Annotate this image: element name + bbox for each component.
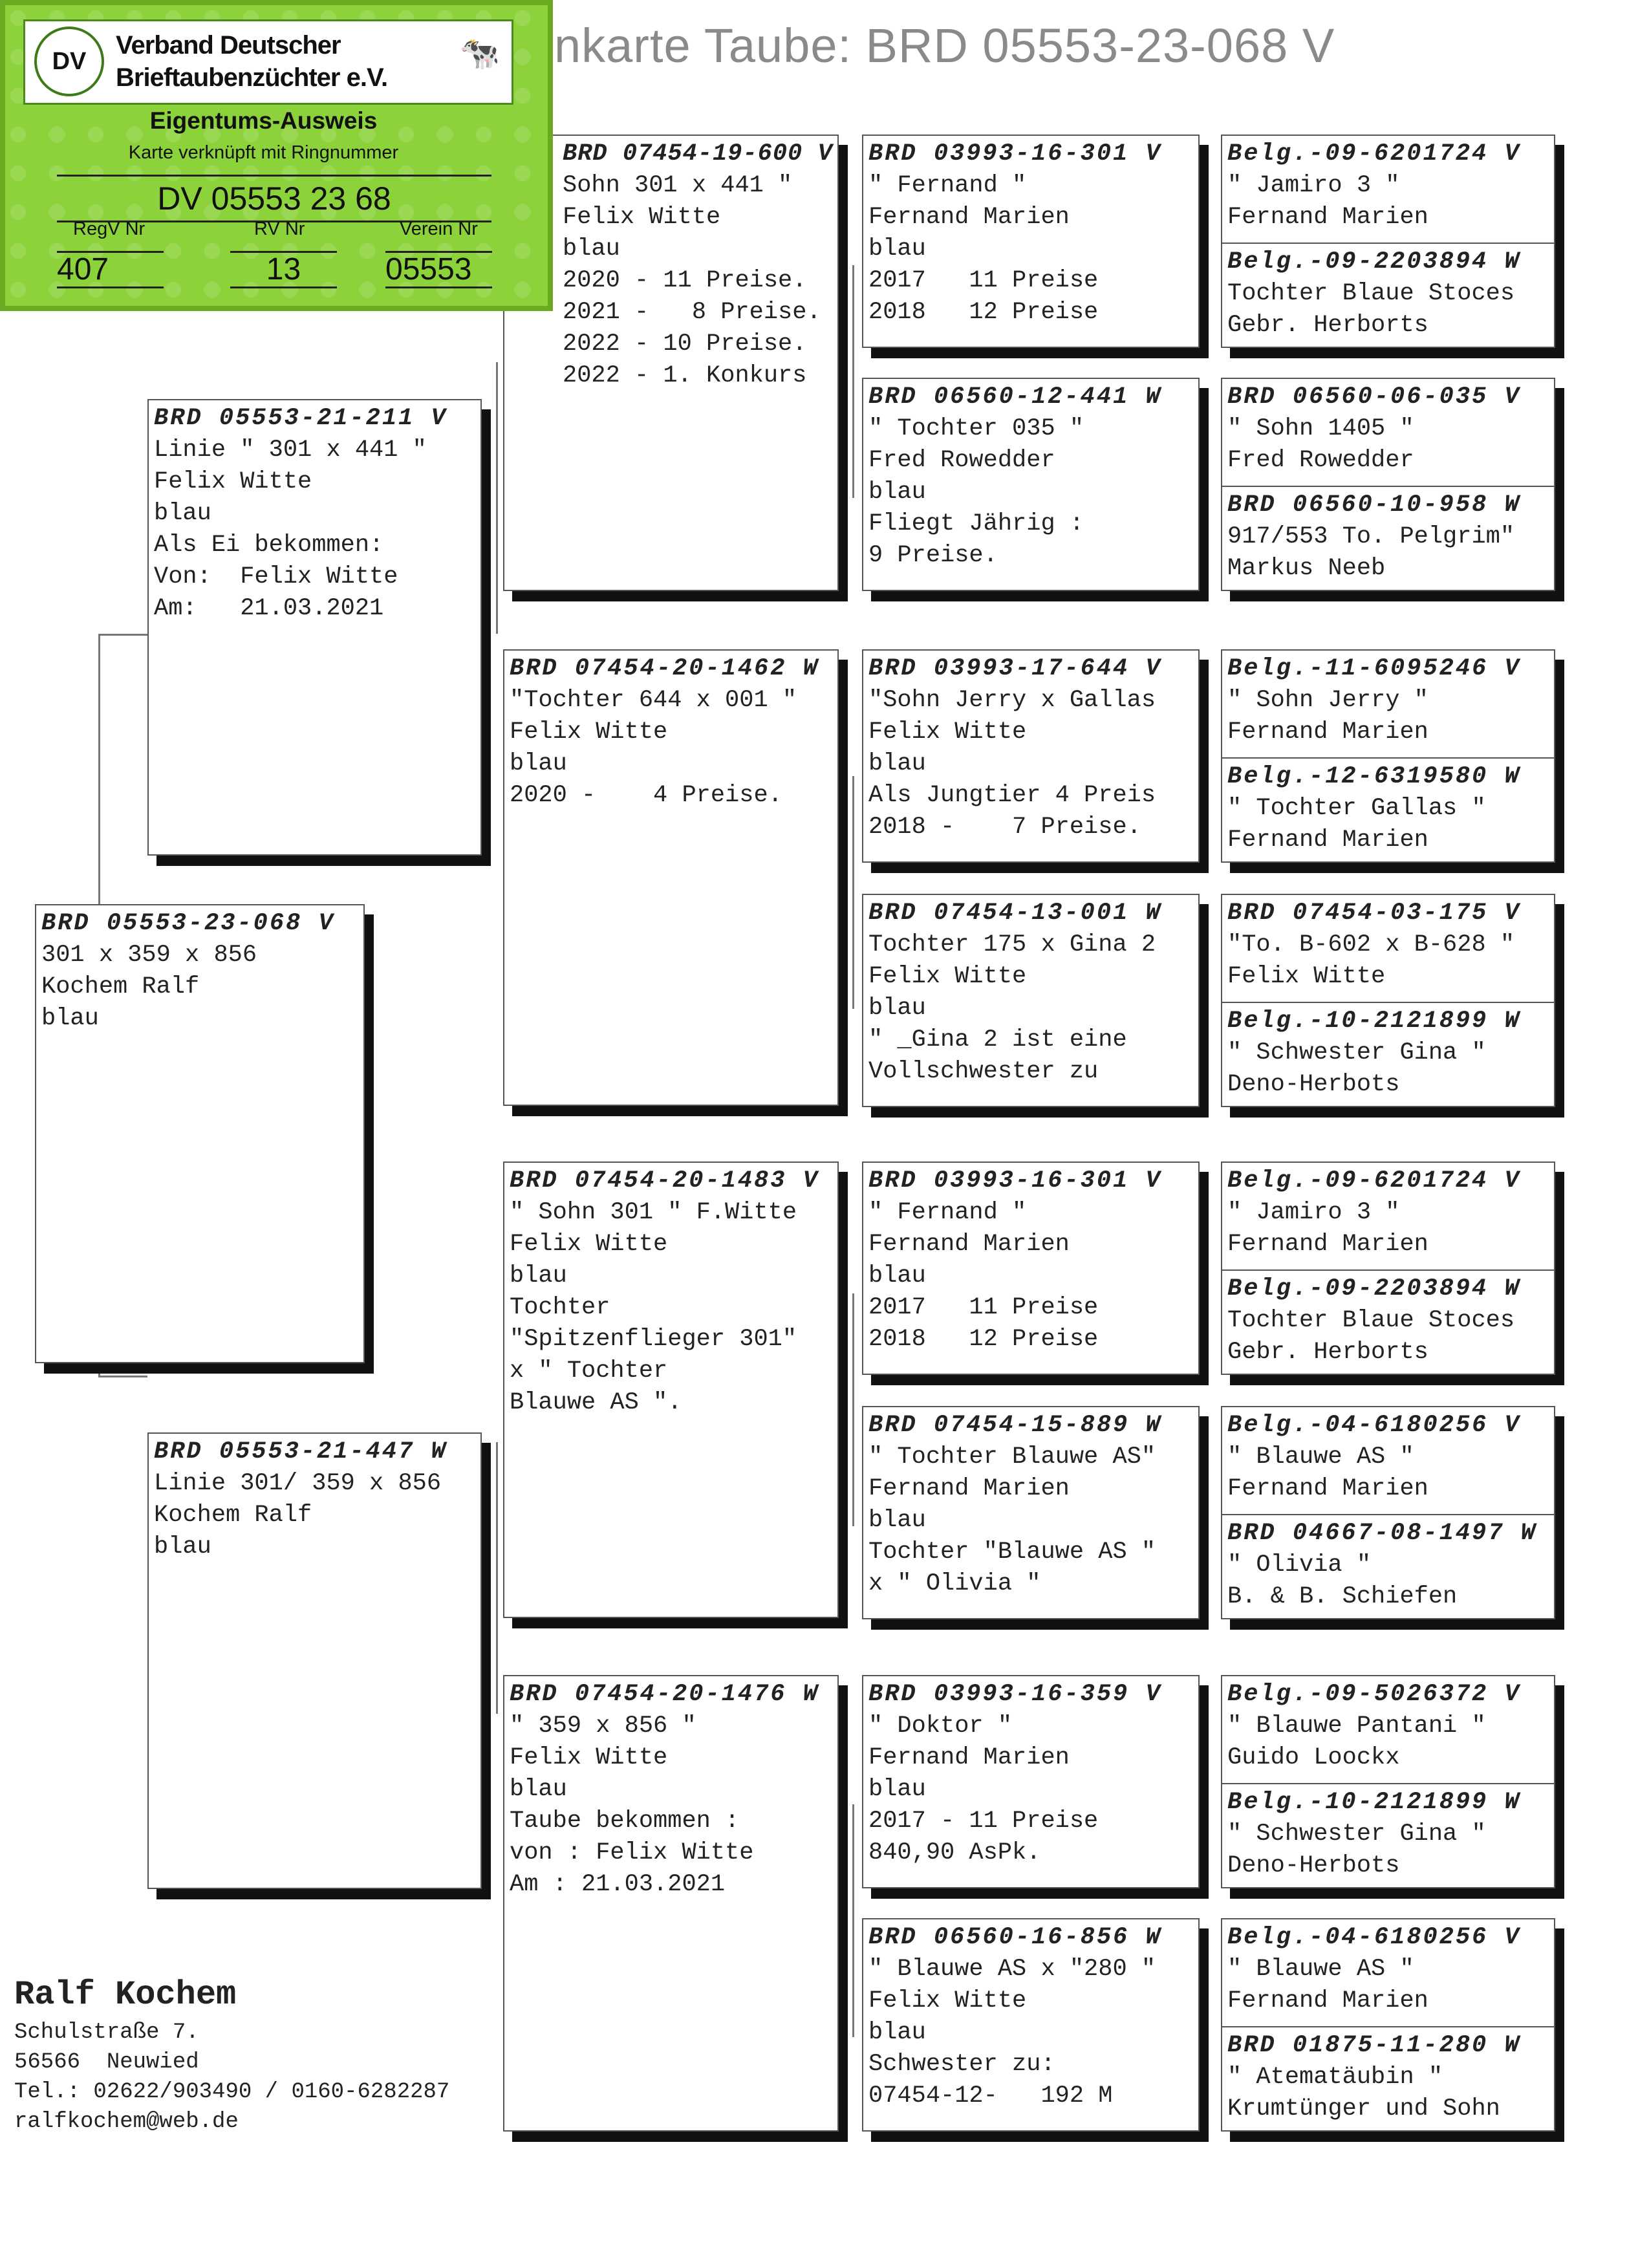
connector-line: [852, 265, 854, 498]
ancestor-entry[interactable]: [1222, 243, 1554, 344]
value-verein: 05553: [385, 251, 492, 288]
pedigree-line: " Doktor ": [868, 1712, 1013, 1740]
great-grandparent-box[interactable]: [862, 894, 1200, 1107]
ring-header: BRD 03993-16-301 V: [868, 140, 1162, 167]
ring-header: BRD 07454-20-1476 W: [510, 1681, 819, 1708]
pedigree-line: 2020 - 4 Preise.: [510, 782, 782, 809]
ring-header: BRD 01875-11-280 W: [1227, 2032, 1521, 2059]
ancestor-entry[interactable]: [1222, 486, 1554, 587]
pedigree-line: Fernand Marien: [868, 1475, 1070, 1502]
ring-header: BRD 05553-23-068 V: [41, 910, 335, 937]
gen5-box: [1221, 1675, 1555, 1888]
pedigree-line: 2017 - 11 Preise: [868, 1808, 1099, 1835]
pedigree-line: " Sohn 1405 ": [1227, 415, 1414, 442]
parent-box[interactable]: [147, 1432, 482, 1889]
great-grandparent-box[interactable]: [862, 649, 1200, 863]
pedigree-line: x " Olivia ": [868, 1570, 1041, 1597]
pedigree-line: Fernand Marien: [868, 204, 1070, 231]
pedigree-line: blau: [41, 1005, 99, 1032]
owner-name: Ralf Kochem: [14, 1976, 237, 2014]
pedigree-line: Am : 21.03.2021: [510, 1871, 726, 1898]
pedigree-title: nkarte Taube: BRD 05553-23-068 V: [554, 19, 1335, 72]
ancestor-entry[interactable]: [1222, 1676, 1554, 1777]
pedigree-line: Tochter Blaue Stoces: [1227, 280, 1515, 307]
connector-line: [98, 1376, 147, 1377]
pedigree-line: blau: [154, 1533, 211, 1561]
gen5-box: [1221, 135, 1555, 348]
pedigree-line: " Blauwe AS x "280 ": [868, 1956, 1156, 1983]
pedigree-line: Krumtünger und Sohn: [1227, 2095, 1500, 2122]
pedigree-line: " Schwester Gina ": [1227, 1820, 1486, 1848]
connector-line: [98, 634, 147, 636]
pedigree-line: blau: [868, 995, 926, 1022]
ring-header: BRD 06560-16-856 W: [868, 1924, 1162, 1951]
pedigree-line: Tochter "Blauwe AS ": [868, 1539, 1156, 1566]
pedigree-line: 2022 - 10 Preise.: [563, 330, 807, 358]
pedigree-line: "Sohn Jerry x Gallas: [868, 687, 1156, 714]
owner-street: Schulstraße 7.: [14, 2020, 199, 2045]
parent-box[interactable]: [147, 399, 482, 856]
pedigree-line: Felix Witte: [868, 718, 1027, 746]
card-header: [23, 19, 513, 105]
connector-line: [852, 1293, 854, 1526]
pedigree-line: " Jamiro 3 ": [1227, 172, 1400, 199]
ring-header: Belg.-04-6180256 V: [1227, 1924, 1521, 1951]
pedigree-line: B. & B. Schiefen: [1227, 1583, 1458, 1610]
pedigree-line: 2018 12 Preise: [868, 299, 1099, 326]
connector-line: [852, 1804, 854, 2037]
ring-header: Belg.-09-5026372 V: [1227, 1681, 1521, 1708]
ring-header: BRD 05553-21-447 W: [154, 1438, 447, 1465]
grandparent-box[interactable]: [503, 1161, 839, 1618]
pedigree-line: " Fernand ": [868, 1199, 1027, 1226]
pedigree-line: Kochem Ralf: [154, 1502, 312, 1529]
pedigree-line: " Tochter Blauwe AS": [868, 1443, 1156, 1471]
great-grandparent-box[interactable]: [862, 1406, 1200, 1619]
pedigree-line: Deno-Herbots: [1227, 1852, 1400, 1879]
pedigree-line: 2020 - 11 Preise.: [563, 267, 807, 294]
pedigree-line: Felix Witte: [154, 468, 312, 495]
pedigree-line: " 359 x 856 ": [510, 1712, 696, 1740]
pedigree-line: Markus Neeb: [1227, 555, 1386, 582]
ring-header: Belg.-04-6180256 V: [1227, 1412, 1521, 1439]
pedigree-line: blau: [868, 1507, 926, 1534]
pedigree-line: von : Felix Witte: [510, 1839, 754, 1866]
pedigree-line: Blauwe AS ".: [510, 1389, 682, 1416]
pedigree-line: Von: Felix Witte: [154, 563, 398, 590]
ring-header: Belg.-09-2203894 W: [1227, 248, 1521, 275]
pedigree-line: Felix Witte: [510, 1744, 668, 1771]
pedigree-line: Tochter Blaue Stoces: [1227, 1307, 1515, 1334]
ownership-card: [0, 0, 553, 311]
ring-header: BRD 07454-13-001 W: [868, 900, 1162, 927]
gen5-box: [1221, 378, 1555, 591]
ancestor-entry[interactable]: [1222, 1514, 1554, 1615]
ring-header: BRD 06560-12-441 W: [868, 383, 1162, 411]
ancestor-entry[interactable]: [1222, 1919, 1554, 2020]
ring-header: Belg.-10-2121899 W: [1227, 1008, 1521, 1035]
ring-header: BRD 03993-16-359 V: [868, 1681, 1162, 1708]
pedigree-line: "Tochter 644 x 001 ": [510, 687, 797, 714]
owner-city: 56566 Neuwied: [14, 2050, 199, 2075]
pedigree-line: Als Jungtier 4 Preis: [868, 782, 1156, 809]
pedigree-line: 840,90 AsPk.: [868, 1839, 1041, 1866]
great-grandparent-box[interactable]: [862, 135, 1200, 348]
pedigree-line: Felix Witte: [510, 718, 668, 746]
ancestor-entry[interactable]: [1222, 895, 1554, 995]
ring-header: BRD 07454-19-600 V: [563, 140, 833, 167]
gen5-box: [1221, 1918, 1555, 2132]
pedigree-line: "Spitzenflieger 301": [510, 1326, 797, 1353]
pedigree-line: Felix Witte: [1227, 963, 1386, 990]
pedigree-line: Linie 301/ 359 x 856: [154, 1470, 442, 1497]
pedigree-line: " Sohn 301 " F.Witte: [510, 1199, 797, 1226]
pedigree-line: Fred Rowedder: [868, 447, 1055, 474]
pedigree-line: Fernand Marien: [868, 1231, 1070, 1258]
ring-header: BRD 06560-06-035 V: [1227, 383, 1521, 411]
pedigree-line: 07454-12- 192 M: [868, 2082, 1113, 2110]
pedigree-line: Fred Rowedder: [1227, 447, 1414, 474]
ancestor-entry[interactable]: [1222, 1163, 1554, 1263]
pedigree-line: " Atematäubin ": [1227, 2064, 1443, 2091]
pedigree-line: " Olivia ": [1227, 1551, 1372, 1579]
pedigree-line: blau: [868, 750, 926, 777]
ancestor-entry[interactable]: [1222, 1783, 1554, 1885]
value-rv: 13: [230, 251, 337, 288]
pedigree-line: Linie " 301 x 441 ": [154, 437, 427, 464]
pedigree-line: Felix Witte: [868, 1987, 1027, 2014]
pedigree-line: 2017 11 Preise: [868, 267, 1099, 294]
pedigree-line: " Fernand ": [868, 172, 1027, 199]
pedigree-line: Tochter: [510, 1294, 610, 1321]
pedigree-line: Vollschwester zu: [868, 1058, 1099, 1085]
ring-header: Belg.-09-6201724 V: [1227, 1167, 1521, 1194]
connector-line: [496, 1442, 498, 1714]
pedigree-line: x " Tochter: [510, 1357, 668, 1385]
pedigree-line: " Jamiro 3 ": [1227, 1199, 1400, 1226]
ring-header: BRD 07454-03-175 V: [1227, 900, 1521, 927]
connector-line: [496, 362, 498, 634]
pedigree-line: Gebr. Herborts: [1227, 312, 1428, 339]
pedigree-line: Am: 21.03.2021: [154, 595, 384, 622]
pedigree-line: 917/553 To. Pelgrim": [1227, 523, 1515, 550]
association-name: [116, 29, 387, 94]
owner-address: [14, 1972, 449, 2137]
pedigree-line: " Tochter 035 ": [868, 415, 1084, 442]
pedigree-line: Fernand Marien: [1227, 1987, 1428, 2014]
pedigree-line: blau: [868, 1776, 926, 1803]
pedigree-line: Schwester zu:: [868, 2051, 1055, 2078]
gen5-box: [1221, 1161, 1555, 1375]
value-regv: 407: [57, 251, 164, 288]
ring-header: BRD 06560-10-958 W: [1227, 491, 1521, 519]
owner-email: ralfkochem@web.de: [14, 2110, 239, 2134]
pedigree-line: blau: [563, 235, 620, 263]
pedigree-line: Kochem Ralf: [41, 973, 200, 1000]
pedigree-line: " Tochter Gallas ": [1227, 795, 1486, 822]
ancestor-entry[interactable]: [1222, 136, 1554, 236]
card-subheading: Karte verknüpft mit Ringnummer: [128, 142, 399, 163]
pedigree-line: blau: [868, 235, 926, 263]
ancestor-entry[interactable]: [1222, 379, 1554, 479]
pedigree-line: " _Gina 2 ist eine: [868, 1026, 1127, 1053]
pedigree-line: Fernand Marien: [868, 1744, 1070, 1771]
pedigree-line: 2021 - 8 Preise.: [563, 299, 821, 326]
pedigree-line: 2018 12 Preise: [868, 1326, 1099, 1353]
pedigree-line: Tochter 175 x Gina 2: [868, 931, 1156, 958]
pedigree-line: Fernand Marien: [1227, 1475, 1428, 1502]
owner-phone: Tel.: 02622/903490 / 0160-6282287: [14, 2080, 450, 2104]
ring-header: BRD 03993-16-301 V: [868, 1167, 1162, 1194]
ancestor-entry[interactable]: [1222, 651, 1554, 751]
pedigree-line: 301 x 359 x 856: [41, 942, 257, 969]
ring-header: BRD 04667-08-1497 W: [1227, 1520, 1537, 1547]
ring-header: BRD 05553-21-211 V: [154, 405, 447, 432]
ancestor-entry[interactable]: [1222, 757, 1554, 859]
pedigree-line: blau: [868, 479, 926, 506]
pedigree-line: 9 Preise.: [868, 542, 998, 569]
pedigree-line: blau: [510, 1776, 567, 1803]
ancestor-entry[interactable]: [1222, 1407, 1554, 1507]
pedigree-line: Felix Witte: [510, 1231, 668, 1258]
ancestor-entry[interactable]: [1222, 2026, 1554, 2128]
pedigree-line: 2022 - 1. Konkurs: [563, 362, 807, 389]
connector-line: [852, 776, 854, 1009]
pedigree-line: " Blauwe AS ": [1227, 1956, 1414, 1983]
emblem-icon: 🐄: [459, 35, 500, 71]
pedigree-line: " Blauwe Pantani ": [1227, 1712, 1486, 1740]
gen5-box: [1221, 1406, 1555, 1619]
org-line-1: Verband Deutscher: [116, 31, 341, 59]
ring-header: Belg.-11-6095246 V: [1227, 655, 1521, 682]
ring-header: BRD 03993-17-644 V: [868, 655, 1162, 682]
ring-header: Belg.-09-6201724 V: [1227, 140, 1521, 167]
pedigree-line: Deno-Herbots: [1227, 1071, 1400, 1098]
ring-header: BRD 07454-15-889 W: [868, 1412, 1162, 1439]
pedigree-line: " Blauwe AS ": [1227, 1443, 1414, 1471]
pedigree-line: blau: [868, 2019, 926, 2046]
label-regv: RegV Nr: [73, 219, 146, 239]
pedigree-line: " Schwester Gina ": [1227, 1039, 1486, 1066]
ring-header: Belg.-09-2203894 W: [1227, 1275, 1521, 1302]
pedigree-line: Sohn 301 x 441 ": [563, 172, 793, 199]
pedigree-line: " Sohn Jerry ": [1227, 687, 1428, 714]
label-rv: RV Nr: [254, 219, 305, 239]
pedigree-line: Taube bekommen :: [510, 1808, 740, 1835]
pedigree-line: Gebr. Herborts: [1227, 1339, 1428, 1366]
grandparent-box[interactable]: [503, 649, 839, 1106]
pedigree-line: Als Ei bekommen:: [154, 532, 384, 559]
ancestor-entry[interactable]: [1222, 1002, 1554, 1103]
card-heading: Eigentums-Ausweis: [149, 107, 378, 134]
pedigree-line: "To. B-602 x B-628 ": [1227, 931, 1515, 958]
great-grandparent-box[interactable]: [862, 1675, 1200, 1888]
ring-header: Belg.-12-6319580 W: [1227, 763, 1521, 790]
pedigree-line: blau: [510, 750, 567, 777]
ring-number: DV 05553 23 68: [57, 175, 491, 222]
pedigree-line: blau: [510, 1262, 567, 1290]
pedigree-line: Fernand Marien: [1227, 718, 1428, 746]
gen5-box: [1221, 894, 1555, 1107]
pedigree-line: Felix Witte: [868, 963, 1027, 990]
ring-header: BRD 07454-20-1483 V: [510, 1167, 819, 1194]
pedigree-line: blau: [154, 500, 211, 527]
pedigree-line: Felix Witte: [563, 204, 721, 231]
pedigree-line: Fernand Marien: [1227, 1231, 1428, 1258]
ring-header: BRD 07454-20-1462 W: [510, 655, 819, 682]
great-grandparent-box[interactable]: [862, 1161, 1200, 1375]
grandparent-box[interactable]: [503, 1675, 839, 2132]
gen5-box: [1221, 649, 1555, 863]
great-grandparent-box[interactable]: [862, 1918, 1200, 2132]
pedigree-line: Fernand Marien: [1227, 204, 1428, 231]
ring-header: Belg.-10-2121899 W: [1227, 1789, 1521, 1816]
pigeon-box[interactable]: [35, 904, 365, 1363]
label-verein: Verein Nr: [400, 219, 478, 239]
pedigree-line: blau: [868, 1262, 926, 1290]
pedigree-line: Fliegt Jährig :: [868, 510, 1084, 537]
org-line-2: Brieftaubenzüchter e.V.: [116, 63, 388, 92]
ancestor-entry[interactable]: [1222, 1269, 1554, 1371]
pedigree-line: Fernand Marien: [1227, 826, 1428, 854]
great-grandparent-box[interactable]: [862, 378, 1200, 591]
association-logo: DV: [34, 27, 104, 96]
pedigree-line: 2018 - 7 Preise.: [868, 814, 1141, 841]
pedigree-line: 2017 11 Preise: [868, 1294, 1099, 1321]
grandparent-box[interactable]: [503, 135, 839, 591]
pedigree-line: Guido Loockx: [1227, 1744, 1400, 1771]
